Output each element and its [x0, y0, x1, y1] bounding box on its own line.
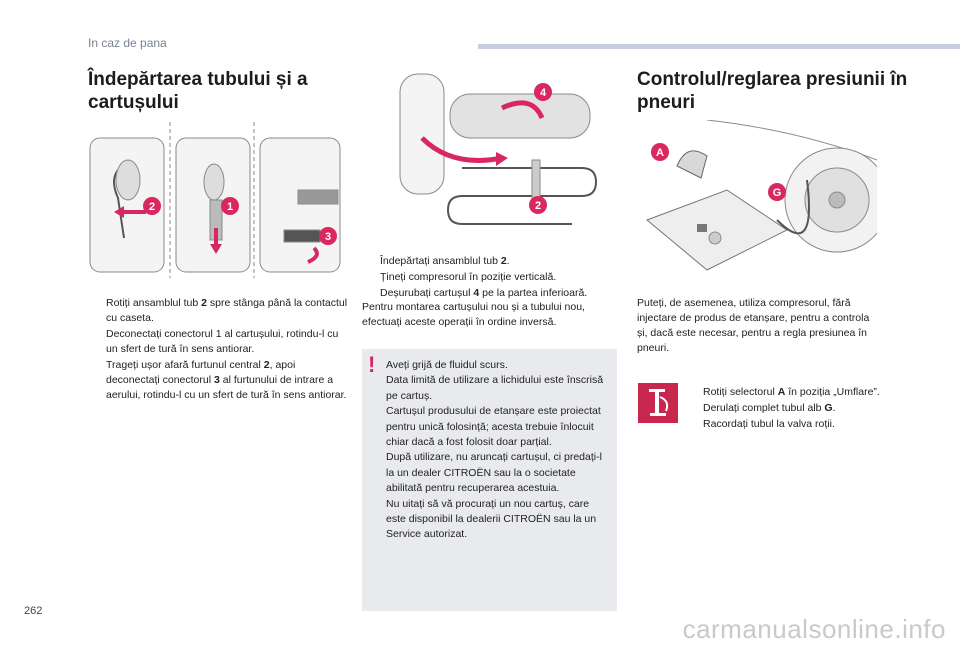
badge-2: 2	[148, 201, 156, 213]
left-title: Îndepărtarea tubului și a cartușului	[88, 69, 308, 113]
cartridge-figure	[362, 68, 618, 248]
warning-text: Aveți grijă de fluidul scurs. Data limită de utilizare a lichidului este înscrisă pe cartuș. Cartușul produsului de etanșare este proiectat pentru unică folosință; acesta trebuie înlocuit chiar dacă a fost folosit doar parțial. După utilizare, nu aruncați cartușul, ci predați-l la un dealer CITROËN sau la o societate abilitată pentru recuperarea acestuia. Nu uitați să vă procurați un nou cartuș, care este disponibil la dealerii CITROËN sau la un Service autorizat.	[386, 359, 604, 541]
badge-1: 1	[226, 201, 234, 213]
list-item: Îndepărtați ansamblul tub 2.	[380, 255, 510, 267]
warning-icon: !	[368, 352, 376, 377]
badge-g: G	[772, 187, 782, 199]
list-item: Rotiți ansamblul tub 2 spre stânga până la contactul cu caseta.	[106, 297, 348, 324]
badge-a: A	[656, 147, 664, 159]
reassembly-paragraph: Pentru montarea cartușului nou și a tubului nou, efectuați aceste operații în ordine inversă.	[362, 301, 585, 328]
list-item: Deșurubați cartușul 4 pe la partea inferioară.	[380, 287, 588, 299]
inflate-mode-icon	[638, 383, 678, 423]
compressor-paragraph: Puteți, de asemenea, utiliza compresorul, fără injectare de produs de etanșare, pentru a controla și, dacă este necesar, pentru a regla presiunea în pneuri.	[637, 297, 870, 354]
watermark: carmanualsonline.info	[682, 614, 946, 644]
tube-removal-figure	[88, 120, 350, 280]
list-item: Rotiți selectorul A în poziția „Umflare”.	[703, 386, 880, 398]
list-item: Derulați complet tubul alb G.	[703, 402, 836, 414]
page-number: 262	[24, 605, 43, 617]
list-item: Deconectați conectorul 1 al cartușului, rotindu-l cu un sfert de tură în sens antiorar.	[106, 328, 339, 355]
left-steps	[88, 296, 350, 404]
right-title: Controlul/reglarea presiunii în pneuri	[637, 69, 908, 113]
list-item: Racordați tubul la valva roții.	[703, 418, 835, 430]
section-header: In caz de pana	[88, 36, 167, 50]
list-item: Țineți compresorul în poziție verticală.	[380, 271, 557, 283]
badge-4: 4	[539, 87, 547, 99]
badge-3: 3	[324, 231, 332, 243]
list-item: Trageți ușor afară furtunul central 2, apoi deconectați conectorul 3 al furtunului de intrare a aerului, rotindu-l cu un sfert de tură în sens antiorar.	[106, 359, 347, 401]
header-bar	[478, 44, 960, 49]
middle-steps	[362, 254, 617, 302]
right-steps	[685, 385, 885, 433]
compressor-figure	[637, 120, 877, 280]
badge-2b: 2	[534, 200, 542, 212]
